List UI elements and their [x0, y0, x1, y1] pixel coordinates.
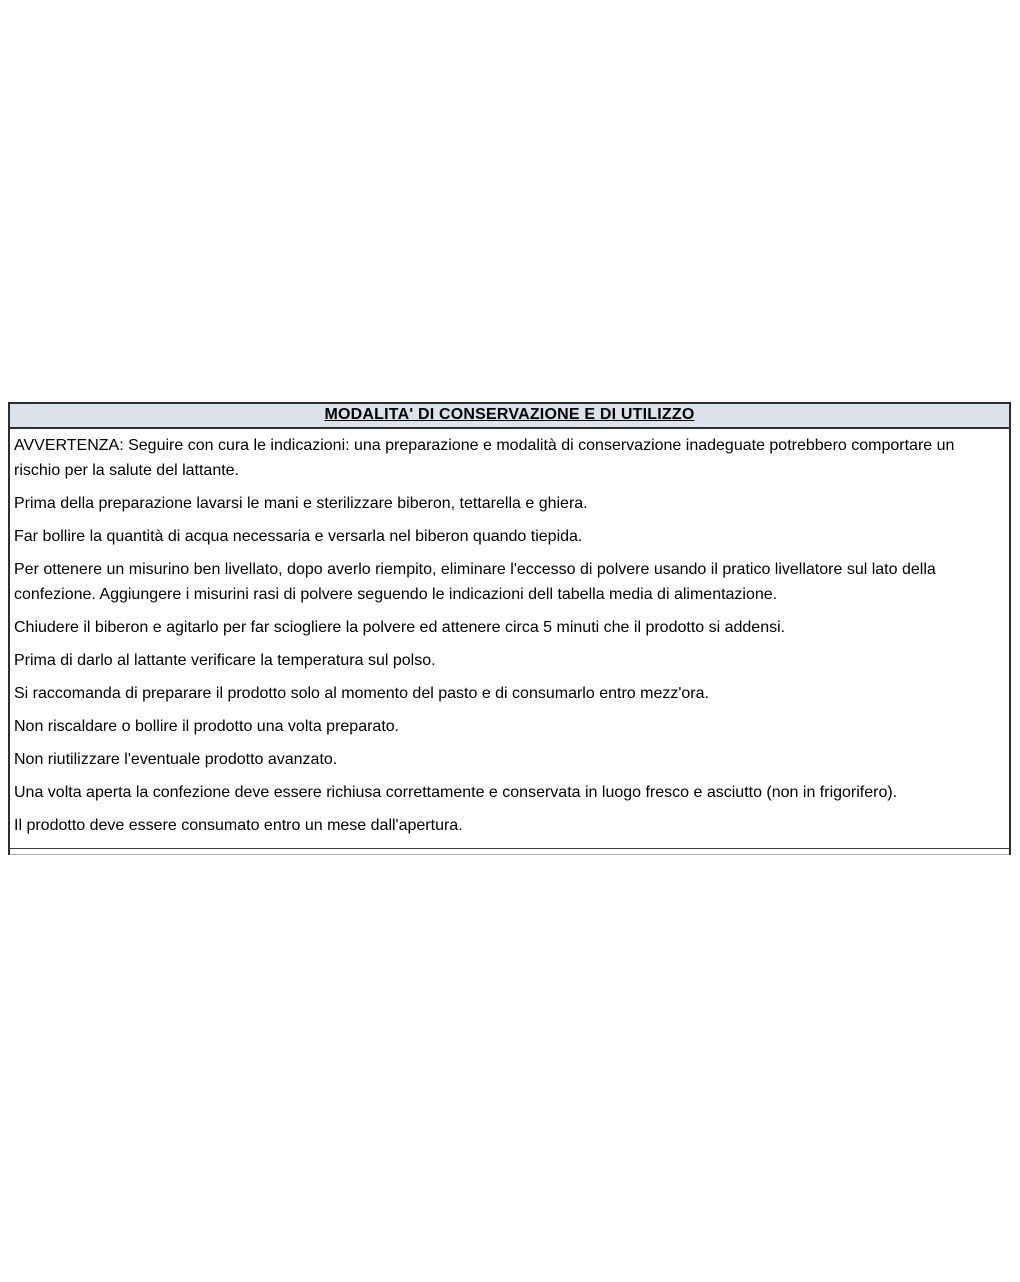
table-row: Si raccomanda di preparare il prodotto solo al momento del pasto e di consumarlo entro mezz'ora.	[14, 685, 709, 702]
table-row-warning: AVVERTENZA: Seguire con cura le indicazioni: una preparazione e modalità di conservazione inadeguate potrebbero comportare un rischio per la salute del lattante.	[14, 437, 955, 479]
table-body	[10, 433, 1009, 848]
empty-trailing-row	[10, 848, 1009, 855]
table-row: Una volta aperta la confezione deve essere richiusa correttamente e conservata in luogo fresco e asciutto (non in frigorifero).	[14, 784, 898, 801]
table-row: Prima di darlo al lattante verificare la temperatura sul polso.	[14, 652, 436, 669]
table-row: Prima della preparazione lavarsi le mani e sterilizzare biberon, tettarella e ghiera.	[14, 495, 588, 512]
table-row: Per ottenere un misurino ben livellato, dopo averlo riempito, eliminare l'eccesso di polvere usando il pratico livellatore sul lato della confezione. Aggiungere i misurini rasi di polvere seguendo le indicazioni dell tabella media di alimentazione.	[14, 561, 936, 603]
table-row: Chiudere il biberon e agitarlo per far sciogliere la polvere ed attenere circa 5 minuti che il prodotto si addensi.	[14, 619, 786, 636]
table-header-title: MODALITA' DI CONSERVAZIONE E DI UTILIZZO	[10, 404, 1009, 429]
table-row: Non riscaldare o bollire il prodotto una volta preparato.	[14, 718, 400, 735]
table-row: Non riutilizzare l'eventuale prodotto avanzato.	[14, 751, 338, 768]
table-row: Far bollire la quantità di acqua necessaria e versarla nel biberon quando tiepida.	[14, 528, 583, 545]
table-row: Il prodotto deve essere consumato entro un mese dall'apertura.	[14, 817, 463, 834]
conservation-usage-table	[8, 402, 1011, 855]
